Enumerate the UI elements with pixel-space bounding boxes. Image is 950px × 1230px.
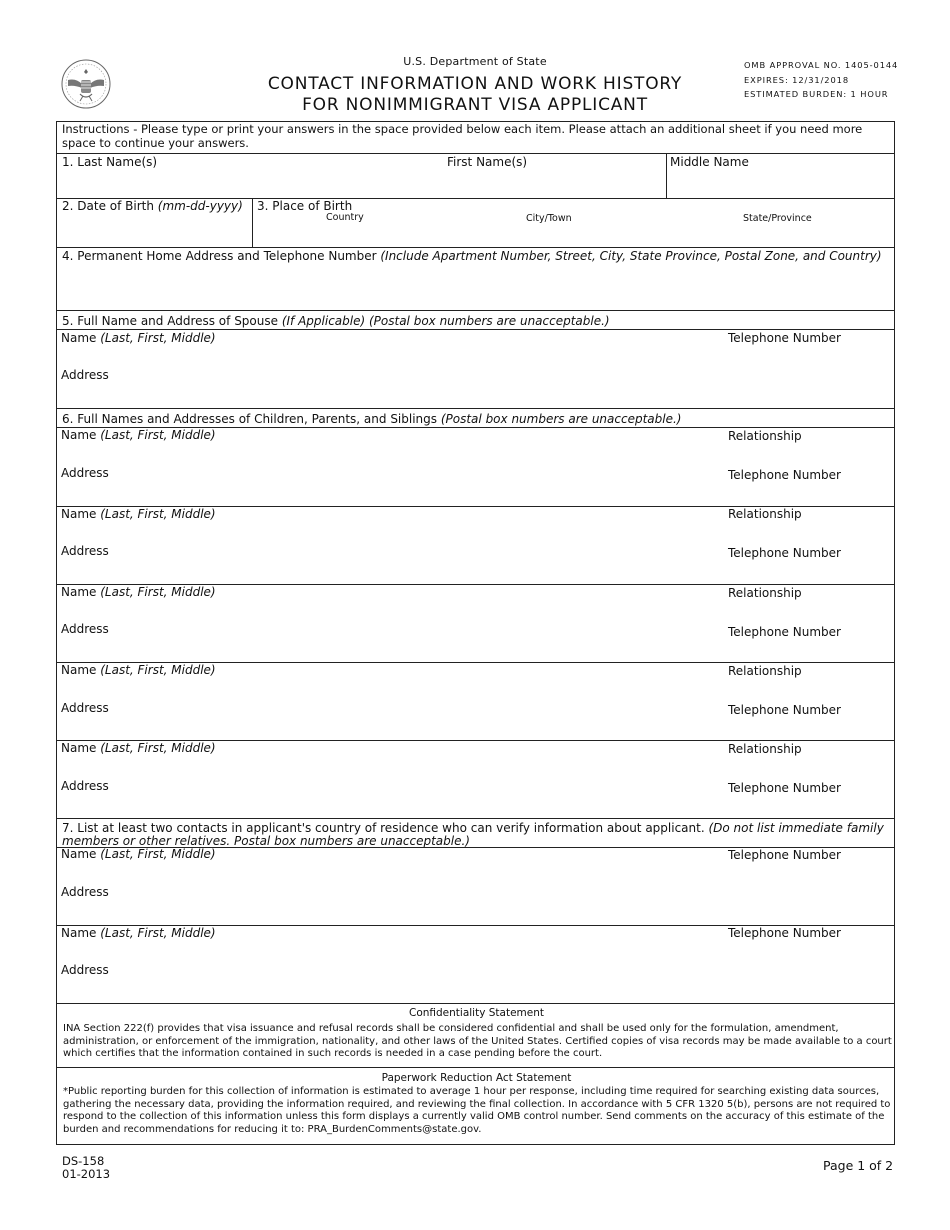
home-address-label: 4. Permanent Home Address and Telephone Number (Include Apartment Number, Street, City, State Province, Postal Zone, and Country) [62,249,882,263]
omb-approval-number: OMB APPROVAL NO. 1405-0144 [744,60,899,70]
form-id [62,1155,110,1181]
omb-expiration: EXPIRES: 12/31/2018 [744,74,850,85]
contacts-section-hint-2: members or other relatives. Postal box numbers are unacceptable.) [62,834,470,848]
form-body [56,121,895,1145]
instructions-text: Instructions - Please type or print your answers in the space provided below each item. Please attach an additional sheet if you need more space to continue your answers. [62,122,863,150]
form-title-line2: FOR NONIMMIGRANT VISA APPLICANT [302,95,648,115]
family-address-label: Address [61,622,109,636]
spouse-name-label: Name (Last, First, Middle) [61,331,216,345]
contacts-section-label: 7. List at least two contacts in applicant's country of residence who can verify information about applicant. (Do not list immediate family [62,821,884,835]
family-telephone-label: Telephone Number [728,468,841,482]
contact-name-label: Name (Last, First, Middle) [61,926,216,940]
paperwork-text: *Public reporting burden for this collection of information is estimated to average 1 hour per response, including time required for searching existing data sources, gathering the necessary data, providing the information required, and reviewing the final collection. In accordance with 5 CFR 1320 5(b), persons are not required to respond to the collection of this information unless this form displays a currently valid OMB control number. Send comments on the accuracy of this estimate of the burden and recommendations for reducing it to: PRA_BurdenComments@state.gov. [63,1086,891,1135]
family-section-label: 6. Full Names and Addresses of Children, Parents, and Siblings (Postal box numbers are unacceptable.) [62,412,682,426]
family-relationship-label: Relationship [728,586,802,600]
page-number: Page 1 of 2 [823,1158,894,1173]
great-seal-icon [60,58,112,110]
first-name-label: First Name(s) [447,155,528,169]
date-format-hint: (mm-dd-yyyy) [157,199,243,213]
form-revision-date: 01-2013 [62,1167,111,1181]
family-section-hint: (Postal box numbers are unacceptable.) [440,412,682,426]
home-address-hint: (Include Apartment Number, Street, City, State Province, Postal Zone, and Country) [380,249,882,263]
family-address-label: Address [61,466,109,480]
family-telephone-label: Telephone Number [728,546,841,560]
spouse-address-label: Address [61,368,109,382]
omb-info [744,58,898,102]
family-name-label: Name (Last, First, Middle) [61,428,216,442]
family-telephone-label: Telephone Number [728,781,841,795]
contacts-section-hint-1: (Do not list immediate family [708,821,884,835]
family-relationship-label: Relationship [728,664,802,678]
family-address-label: Address [61,701,109,715]
family-address-label: Address [61,779,109,793]
spouse-section-label: 5. Full Name and Address of Spouse (If Applicable) (Postal box numbers are unacceptable.) [62,314,610,328]
family-relationship-label: Relationship [728,742,802,756]
family-name-label: Name (Last, First, Middle) [61,585,216,599]
contact-name-label: Name (Last, First, Middle) [61,847,216,861]
contact-address-label: Address [61,963,109,977]
last-name-label: 1. Last Name(s) [62,155,158,169]
family-name-label: Name (Last, First, Middle) [61,663,216,677]
place-of-birth-label: 3. Place of Birth [257,199,353,213]
contact-telephone-label: Telephone Number [728,848,841,862]
date-of-birth-label: 2. Date of Birth (mm-dd-yyyy) [62,199,243,213]
family-telephone-label: Telephone Number [728,625,841,639]
contact-address-label: Address [61,885,109,899]
family-relationship-label: Relationship [728,429,802,443]
family-relationship-label: Relationship [728,507,802,521]
paperwork-title: Paperwork Reduction Act Statement [381,1072,572,1084]
family-name-label: Name (Last, First, Middle) [61,741,216,755]
confidentiality-text: INA Section 222(f) provides that visa issuance and refusal records shall be considered confidential and shall be used only for the formulation, amendment, administration, or enforcement of the immigration, nationality, and other laws of the United States. Certified copies of visa records may be made available to a court which certifies that the information contained in such records is needed in a case pending before the court. [63,1023,892,1059]
spouse-telephone-label: Telephone Number [728,331,841,345]
birth-city-label: City/Town [526,213,572,224]
birth-country-label: Country [326,212,364,223]
omb-estimated-burden: ESTIMATED BURDEN: 1 HOUR [744,89,889,99]
family-name-label: Name (Last, First, Middle) [61,507,216,521]
family-address-label: Address [61,544,109,558]
department-name: U.S. Department of State [403,55,547,68]
contact-telephone-label: Telephone Number [728,926,841,940]
form-number: DS-158 [62,1154,105,1168]
confidentiality-title: Confidentiality Statement [408,1007,545,1019]
spouse-section-hint: (If Applicable) (Postal box numbers are unacceptable.) [281,314,610,328]
form-title-line1: CONTACT INFORMATION AND WORK HISTORY [267,74,683,94]
family-telephone-label: Telephone Number [728,703,841,717]
middle-name-label: Middle Name [670,155,749,169]
birth-state-label: State/Province [743,213,812,224]
